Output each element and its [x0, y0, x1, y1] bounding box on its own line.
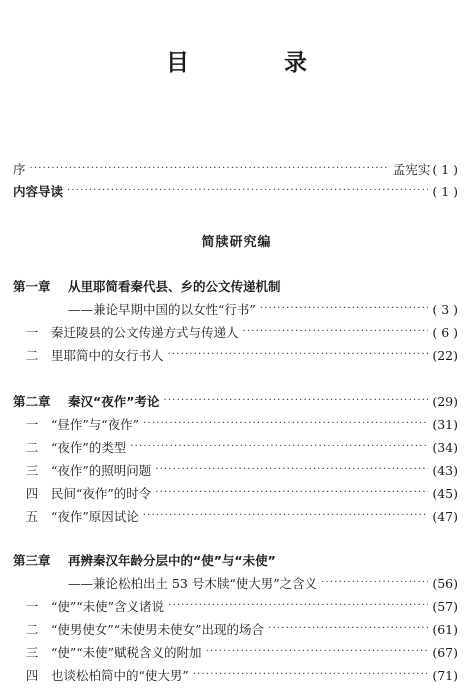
- entry-page: (56): [432, 575, 458, 591]
- chapter-title: 从里耶简看秦代县、乡的公文传递机制: [68, 279, 281, 294]
- toc-section-entry[interactable]: [13, 483, 458, 503]
- chapter-heading[interactable]: [13, 391, 458, 411]
- entry-author: 孟宪实: [392, 162, 431, 177]
- entry-page: (43): [432, 462, 458, 478]
- toc-entry-guide[interactable]: [13, 181, 458, 201]
- dot-leader: [260, 299, 429, 319]
- dot-leader: [155, 460, 428, 480]
- section-title-text: “昼作”与“夜作”: [51, 417, 140, 432]
- toc-section-entry[interactable]: [13, 665, 458, 685]
- entry-label: 内容导读: [13, 184, 64, 199]
- section-title-text: 里耶简中的女行书人: [51, 348, 164, 363]
- section-title-text: “使”“未使”含义诸说: [51, 599, 165, 614]
- entry-page: ( 6 ): [432, 324, 458, 340]
- chapter-subtitle-row[interactable]: [13, 573, 458, 593]
- dot-leader: [143, 414, 428, 434]
- section-number: 三: [25, 645, 39, 660]
- section-title-text: 秦迁陵县的公文传递方式与传递人: [51, 325, 239, 340]
- dot-leader: [67, 181, 428, 201]
- section-number: 一: [25, 325, 39, 340]
- section-number: 二: [25, 622, 39, 637]
- dot-leader: [30, 159, 389, 179]
- entry-page: ( 1 ): [432, 161, 458, 177]
- section-number: 一: [25, 417, 39, 432]
- dot-leader: [268, 619, 428, 639]
- dot-leader: [143, 506, 429, 526]
- section-title-text: “夜作”原因试论: [51, 509, 139, 524]
- entry-page: (67): [432, 644, 458, 660]
- entry-page: (29): [432, 393, 458, 409]
- section-number: 一: [25, 599, 39, 614]
- section-title-text: 民间“夜作”的时令: [51, 486, 152, 501]
- chapter-number: 第三章: [13, 553, 51, 568]
- section-title-text: “使男使女”“未使男未使女”出现的场合: [51, 622, 265, 637]
- chapter-subtitle: ——兼论早期中国的以女性“行书”: [68, 302, 256, 317]
- chapter-number: 第一章: [13, 279, 51, 294]
- section-title-text: “使”“未使”赋税含义的附加: [51, 645, 202, 660]
- dot-leader: [163, 391, 428, 411]
- dot-leader: [206, 642, 429, 662]
- chapter-title: 再辨秦汉年龄分层中的“使”与“未使”: [68, 553, 276, 568]
- toc-section-entry[interactable]: [13, 345, 458, 365]
- toc-section-entry[interactable]: [13, 596, 458, 616]
- toc-section-entry[interactable]: [13, 642, 458, 662]
- toc-section-entry[interactable]: [13, 437, 458, 457]
- toc-section-entry[interactable]: [13, 414, 458, 434]
- section-number: 五: [25, 509, 39, 524]
- section-number: 二: [25, 440, 39, 455]
- chapter-number: 第二章: [13, 394, 51, 409]
- dot-leader: [168, 596, 428, 616]
- section-title: 简牍研究编: [201, 235, 272, 250]
- section-title-text: “夜作”的类型: [51, 440, 127, 455]
- chapter-heading[interactable]: [13, 550, 458, 570]
- entry-page: (22): [432, 347, 458, 363]
- entry-label: 序: [13, 162, 26, 177]
- section-title-text: 也谈松柏简中的“使大男”: [51, 668, 189, 683]
- entry-page: (47): [432, 508, 458, 524]
- entry-page: (57): [432, 598, 458, 614]
- entry-page: (31): [432, 416, 458, 432]
- toc-section-entry[interactable]: [13, 619, 458, 639]
- dot-leader: [130, 437, 428, 457]
- dot-leader: [193, 665, 429, 685]
- entry-page: (71): [432, 667, 458, 683]
- toc-section-entry[interactable]: [13, 322, 458, 342]
- dot-leader: [243, 322, 429, 342]
- chapter-title: 秦汉“夜作”考论: [68, 394, 160, 409]
- toc-section-entry[interactable]: [13, 506, 458, 526]
- chapter-subtitle-row[interactable]: [13, 299, 458, 319]
- dot-leader: [321, 573, 428, 593]
- entry-page: (34): [432, 439, 458, 455]
- section-number: 四: [25, 668, 39, 683]
- toc-entry-preface[interactable]: [13, 159, 458, 179]
- chapter-heading[interactable]: [13, 276, 458, 296]
- section-number: 四: [25, 486, 39, 501]
- entry-page: ( 3 ): [432, 301, 458, 317]
- chapter-subtitle: ——兼论松柏出土 53 号木牍“使大男”之含义: [68, 576, 318, 591]
- dot-leader: [155, 483, 428, 503]
- section-number: 二: [25, 348, 39, 363]
- section-number: 三: [25, 463, 39, 478]
- toc-section-entry[interactable]: [13, 460, 458, 480]
- entry-page: ( 1 ): [432, 183, 458, 199]
- entry-page: (45): [432, 485, 458, 501]
- page-title: 目 录: [166, 50, 343, 76]
- dot-leader: [168, 345, 429, 365]
- section-title-text: “夜作”的照明问题: [51, 463, 152, 478]
- entry-page: (61): [432, 621, 458, 637]
